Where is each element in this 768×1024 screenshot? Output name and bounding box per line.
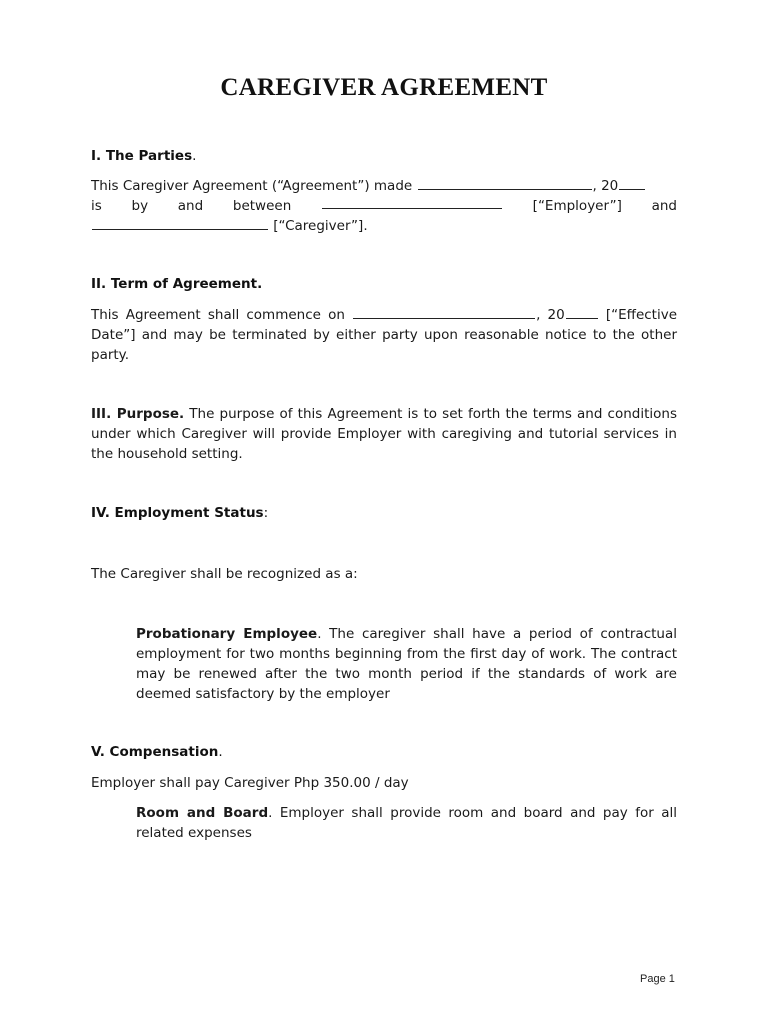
parties-line-2 <box>91 196 677 216</box>
employment-intro: The Caregiver shall be recognized as a: <box>91 566 358 582</box>
compensation-pay: Employer shall pay Caregiver Php 350.00 / day <box>91 775 409 791</box>
room-board-label: Room and Board <box>136 805 269 821</box>
probationary-label: Probationary Employee <box>136 626 318 642</box>
parties-word: is <box>91 198 102 214</box>
parties-paragraph <box>91 176 677 236</box>
commence-date-blank <box>353 306 535 319</box>
parties-word: between <box>232 198 292 214</box>
heading-punct: : <box>263 505 269 521</box>
probationary-text: . The caregiver shall have a period of contractual employment for two months beginning from the first day of work. The contract may be renewed after the two month period if the standards of work are deemed satisfactory by the employer <box>136 626 677 702</box>
parties-text: This Caregiver Agreement (“Agreement”) made <box>91 178 413 194</box>
caregiver-blank <box>92 217 268 230</box>
heading-text: V. Compensation <box>91 744 219 760</box>
probationary-paragraph <box>136 624 677 704</box>
year-prefix: , 20 <box>536 307 565 323</box>
section-heading-employment <box>91 505 268 521</box>
year-blank <box>619 177 645 190</box>
document-title: CAREGIVER AGREEMENT <box>220 74 548 101</box>
term-text: This Agreement shall commence on <box>91 307 345 323</box>
room-board-paragraph <box>136 803 677 843</box>
parties-line-1 <box>91 176 677 196</box>
parties-line-3 <box>91 216 677 236</box>
parties-word: by <box>131 198 149 214</box>
section-heading-compensation <box>91 744 223 760</box>
heading-punct: . <box>192 148 197 164</box>
heading-text: I. The Parties <box>91 148 193 164</box>
term-text-rest: [“Effective Date”] and may be terminated by either party upon reasonable notice to the other party. <box>91 307 678 363</box>
section-heading-purpose: III. Purpose. <box>91 406 185 422</box>
heading-text: IV. Employment Status <box>91 505 264 521</box>
section-heading-term: II. Term of Agreement. <box>91 276 263 292</box>
caregiver-label: [“Caregiver”]. <box>269 218 368 234</box>
page-number: Page 1 <box>640 973 675 985</box>
year-blank <box>566 306 598 319</box>
year-prefix: , 20 <box>592 178 619 194</box>
date-blank <box>418 177 592 190</box>
employer-label: [“Employer”] <box>532 198 622 214</box>
employer-blank <box>322 196 502 209</box>
purpose-paragraph <box>91 404 677 464</box>
parties-word: and <box>177 198 204 214</box>
room-board-text: . Employer shall provide room and board and pay for all related expenses <box>136 805 677 841</box>
parties-word: and <box>651 198 677 214</box>
heading-punct: . <box>218 744 223 760</box>
purpose-text: The purpose of this Agreement is to set forth the terms and conditions under which Caregiver will provide Employer with caregiving and tutorial services in the household setting. <box>91 406 677 462</box>
section-heading-parties <box>91 148 196 164</box>
term-paragraph <box>91 305 677 365</box>
